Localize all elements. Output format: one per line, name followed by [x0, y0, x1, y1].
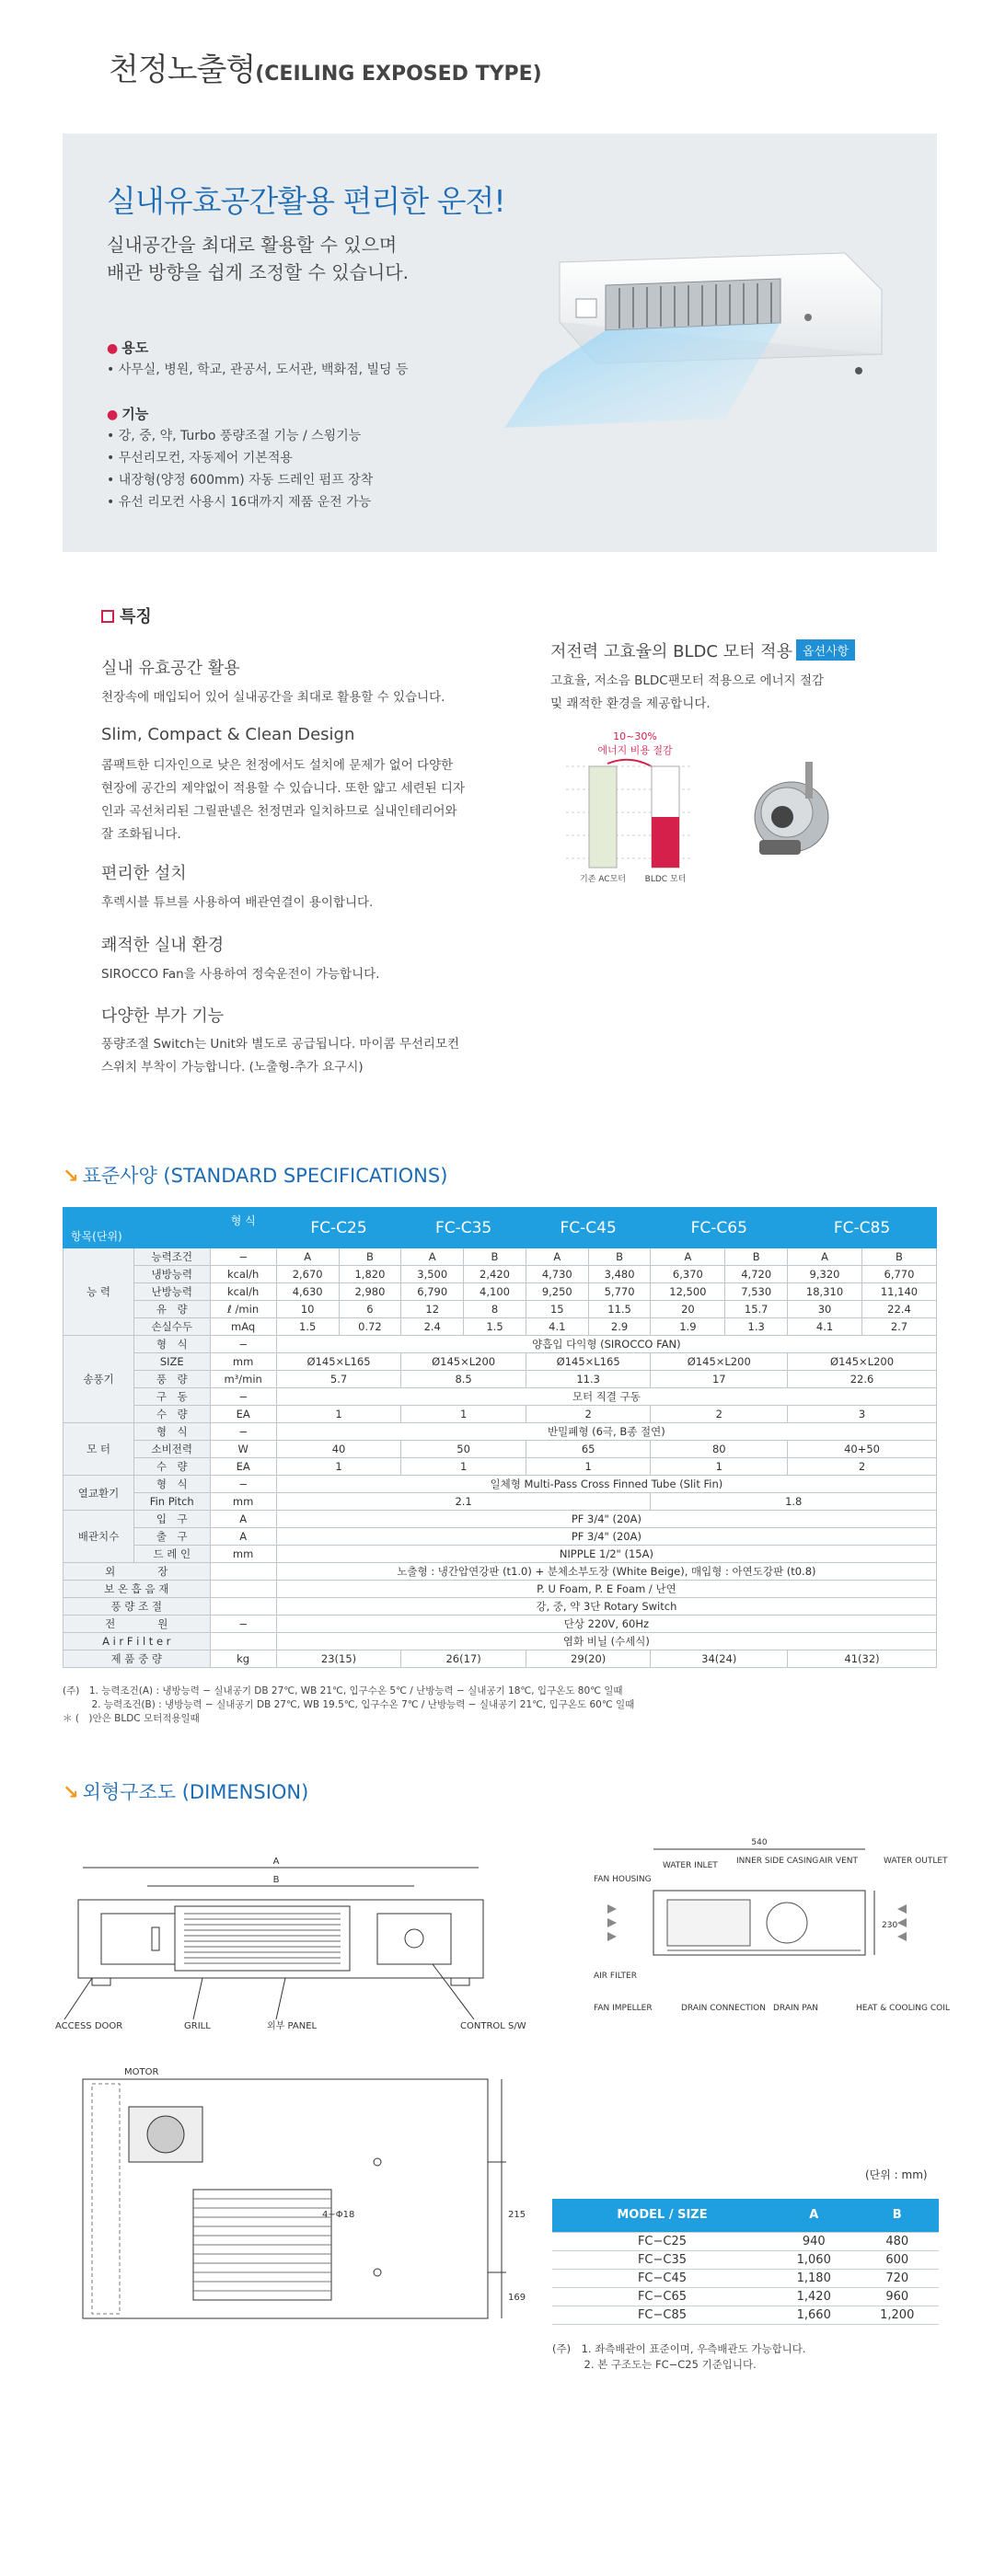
row-label: 풍 량 조 절 — [64, 1598, 211, 1616]
table-row — [64, 1423, 937, 1441]
table-row — [64, 1406, 937, 1423]
model-header: FC-C25 — [276, 1208, 401, 1248]
table-cell: P. U Foam, P. E Foam / 난연 — [276, 1581, 936, 1598]
table-cell: 2 — [526, 1406, 651, 1423]
table-cell: 41(32) — [788, 1650, 937, 1668]
spec-heading: ↘ 표준사양 (STANDARD SPECIFICATIONS) — [63, 1165, 448, 1187]
row-category: 송풍기 — [64, 1336, 134, 1423]
title-english: (CEILING EXPOSED TYPE) — [255, 63, 542, 86]
side-view-drawing — [589, 1831, 957, 2042]
table-cell: 4,730 — [526, 1266, 588, 1283]
table-cell: 7,530 — [725, 1283, 788, 1301]
function-item: • 강, 중, 약, Turbo 풍량조절 기능 / 스윙기능 — [107, 429, 362, 443]
hero-headline: 실내유효공간활용 편리한 운전! — [107, 183, 505, 219]
table-cell: NIPPLE 1/2" (15A) — [276, 1546, 936, 1563]
air-filter-label: AIR FILTER — [594, 1972, 637, 1981]
table-row — [64, 1441, 937, 1458]
table-cell: 10 — [276, 1301, 339, 1318]
row-label: 제 품 중 량 — [64, 1650, 211, 1668]
function-heading: ● 기능 — [107, 406, 149, 422]
table-row — [64, 1266, 937, 1283]
row-label: 드 레 인 — [134, 1546, 210, 1563]
bldc-text: 및 쾌적한 환경을 제공합니다. — [550, 696, 711, 711]
table-row — [64, 1458, 937, 1476]
model-header: FC-C85 — [788, 1208, 937, 1248]
model-header: FC-C65 — [651, 1208, 788, 1248]
table-row — [64, 1493, 937, 1511]
drain-pan-label: DRAIN PAN — [773, 2004, 818, 2013]
table-cell: 2,420 — [464, 1266, 526, 1283]
row-unit: kcal/h — [210, 1283, 276, 1301]
dim-table-col-b: B — [855, 2199, 939, 2232]
row-label: 전 원 — [64, 1616, 211, 1633]
table-cell: 29(20) — [526, 1650, 651, 1668]
row-unit: W — [210, 1441, 276, 1458]
table-cell: 15 — [526, 1301, 588, 1318]
feature-text: 풍량조절 Switch는 Unit와 별도로 공급됩니다. 마이콤 무선리모컨 — [101, 1037, 460, 1052]
table-cell: 4.1 — [526, 1318, 588, 1336]
feature-text: 콤팩트한 디자인으로 낮은 천정에서도 설치에 문제가 없어 다양한 — [101, 758, 454, 773]
table-cell: B — [339, 1248, 401, 1266]
feature-heading: 실내 유효공간 활용 — [101, 659, 240, 678]
table-row: FC−C85 1,660 1,200 — [552, 2306, 939, 2324]
hero-sub-line-1: 실내공간을 최대로 활용할 수 있으며 — [107, 234, 398, 256]
page-title — [109, 44, 542, 89]
table-cell: 6 — [339, 1301, 401, 1318]
drain-connection-label: DRAIN CONNECTION — [681, 2004, 766, 2013]
table-cell: 9,320 — [788, 1266, 862, 1283]
heat-coil-label: HEAT & COOLING COIL — [856, 2004, 950, 2013]
table-row — [64, 1388, 937, 1406]
dim-b-label: B — [272, 1875, 280, 1885]
row-label: 입 구 — [134, 1511, 210, 1528]
table-cell: 4,100 — [464, 1283, 526, 1301]
dim-a-label: A — [272, 1857, 280, 1867]
model-header: FC-C35 — [401, 1208, 526, 1248]
spec-note: 2. 능력조건(B) : 냉방능력 − 실내공기 DB 27℃, WB 19.5℃, 입구수온 7℃ / 난방능력 − 실내공기 21℃, 입구온도 60℃ 일때 — [63, 1699, 635, 1710]
row-unit: mm — [210, 1353, 276, 1371]
table-cell: 1.8 — [651, 1493, 937, 1511]
inner-side-casing-label: INNER SIDE CASING — [736, 1857, 819, 1866]
table-cell: 34(24) — [651, 1650, 788, 1668]
table-header-row — [64, 1208, 937, 1248]
row-unit: A — [210, 1528, 276, 1546]
row-category: 열교환기 — [64, 1476, 134, 1511]
table-cell: 3 — [788, 1406, 937, 1423]
table-cell: 1 — [526, 1458, 651, 1476]
table-cell: 12 — [401, 1301, 464, 1318]
savings-label: 에너지 비용 절감 — [597, 744, 673, 756]
table-cell: 8 — [464, 1301, 526, 1318]
table-cell: 26(17) — [401, 1650, 526, 1668]
table-row — [64, 1511, 937, 1528]
row-unit: mm — [210, 1546, 276, 1563]
bldc-savings-graphic — [552, 725, 939, 895]
table-row — [64, 1563, 937, 1581]
dimension-heading: ↘ 외형구조도 (DIMENSION) — [63, 1781, 309, 1803]
function-item: • 유선 리모컨 사용시 16대까지 제품 운전 가능 — [107, 495, 372, 510]
row-unit — [210, 1581, 276, 1598]
table-row — [64, 1650, 937, 1668]
bldc-text: 고효율, 저소음 BLDC팬모터 적용으로 에너지 절감 — [550, 673, 825, 688]
row-unit: kg — [210, 1650, 276, 1668]
motor-label: MOTOR — [124, 2067, 159, 2077]
table-cell: A — [401, 1248, 464, 1266]
table-cell: A — [788, 1248, 862, 1266]
table-row: FC−C45 1,180 720 — [552, 2269, 939, 2287]
row-label: 손실수두 — [134, 1318, 210, 1336]
table-cell: B — [464, 1248, 526, 1266]
table-cell: B — [725, 1248, 788, 1266]
bldc-heading: 저전력 고효율의 BLDC 모터 적용 옵션사항 — [550, 638, 855, 662]
panel-label: 외부 PANEL — [267, 2021, 318, 2031]
table-cell: B — [861, 1248, 936, 1266]
table-cell: Ø145×L165 — [276, 1353, 401, 1371]
row-label: Fin Pitch — [134, 1493, 210, 1511]
row-label: 수 량 — [134, 1406, 210, 1423]
table-cell: 1,820 — [339, 1266, 401, 1283]
plan-view-drawing — [74, 2061, 534, 2374]
row-label: 보 온 흡 음 재 — [64, 1581, 211, 1598]
grill-label: GRILL — [184, 2021, 211, 2031]
row-label: 구 동 — [134, 1388, 210, 1406]
spec-note: ＊ ( )안은 BLDC 모터적용일때 — [63, 1713, 200, 1724]
table-row: FC−C65 1,420 960 — [552, 2287, 939, 2306]
front-view-drawing — [55, 1849, 534, 2042]
table-cell: 20 — [651, 1301, 725, 1318]
feature-heading: 다양한 부가 기능 — [101, 1006, 225, 1026]
table-row — [64, 1633, 937, 1650]
feature-text: 후렉시블 튜브를 사용하여 배관연결이 용이합니다. — [101, 895, 374, 910]
table-row — [64, 1318, 937, 1336]
table-cell: 0.72 — [339, 1318, 401, 1336]
table-cell: 11,140 — [861, 1283, 936, 1301]
control-label: CONTROL S/W — [460, 2021, 526, 2031]
row-label: 유 량 — [134, 1301, 210, 1318]
table-cell: 12,500 — [651, 1283, 725, 1301]
table-row — [64, 1581, 937, 1598]
table-cell: 8.5 — [401, 1371, 526, 1388]
fan-housing-label: FAN HOUSING — [594, 1875, 652, 1884]
table-cell: 2.7 — [861, 1318, 936, 1336]
row-unit: m³/min — [210, 1371, 276, 1388]
table-cell: A — [526, 1248, 588, 1266]
table-cell: 2.1 — [276, 1493, 651, 1511]
table-cell: 11.3 — [526, 1371, 651, 1388]
table-cell: 6,370 — [651, 1266, 725, 1283]
table-cell: 50 — [401, 1441, 526, 1458]
table-row: FC−C35 1,060 600 — [552, 2250, 939, 2269]
table-cell: 17 — [651, 1371, 788, 1388]
unit-note: (단위 : mm) — [865, 2168, 928, 2181]
dim-169-label: 169 — [508, 2293, 526, 2303]
table-cell: B — [588, 1248, 651, 1266]
table-cell: 강, 중, 약 3단 Rotary Switch — [276, 1598, 936, 1616]
row-label: 난방능력 — [134, 1283, 210, 1301]
table-cell: PF 3/4" (20A) — [276, 1511, 936, 1528]
dim-table-col-a: A — [772, 2199, 856, 2232]
feature-heading: 쾌적한 실내 환경 — [101, 936, 225, 955]
table-row — [64, 1248, 937, 1266]
row-label: 냉방능력 — [134, 1266, 210, 1283]
table-cell: PF 3/4" (20A) — [276, 1528, 936, 1546]
table-cell: 1 — [276, 1406, 401, 1423]
dimension-table — [552, 2199, 939, 2325]
table-cell: 1.3 — [725, 1318, 788, 1336]
table-cell: 2,980 — [339, 1283, 401, 1301]
table-cell: 단상 220V, 60Hz — [276, 1616, 936, 1633]
row-unit — [210, 1598, 276, 1616]
water-outlet-label: WATER OUTLET — [884, 1857, 948, 1866]
bldc-motor-icon — [755, 762, 828, 855]
table-cell: 염화 비닐 (수세식) — [276, 1633, 936, 1650]
row-unit: − — [210, 1248, 276, 1266]
fan-impeller-label: FAN IMPELLER — [594, 2004, 653, 2013]
table-cell: 1 — [401, 1406, 526, 1423]
table-cell: 6,770 — [861, 1266, 936, 1283]
table-cell: 1 — [651, 1458, 788, 1476]
dimension-note: (주) 1. 좌측배관이 표준이며, 우측배관도 가능합니다. — [552, 2342, 806, 2355]
table-cell: 노출형 : 냉간압연강판 (t1.0) + 분체소부도장 (White Beige), 매입형 : 아연도강판 (t0.8) — [276, 1563, 936, 1581]
ac-motor-label: 기존 AC모터 — [580, 875, 626, 884]
spec-table — [63, 1207, 937, 1668]
feature-text: 스위치 부착이 가능합니다. (노출형-추가 요구시) — [101, 1060, 364, 1075]
table-row — [64, 1353, 937, 1371]
table-row — [64, 1616, 937, 1633]
table-cell: 22.4 — [861, 1301, 936, 1318]
table-row — [64, 1301, 937, 1318]
row-unit: kcal/h — [210, 1266, 276, 1283]
features-heading: 특징 — [101, 604, 152, 627]
spec-note: (주) 1. 능력조건(A) : 냉방능력 − 실내공기 DB 27℃, WB 21℃, 입구수온 5℃ / 난방능력 − 실내공기 18℃, 입구온도 80℃ 일때 — [63, 1685, 623, 1696]
feature-text: 천장속에 매입되어 있어 실내공간을 최대로 활용할 수 있습니다. — [101, 690, 445, 705]
row-category: 배관치수 — [64, 1511, 134, 1563]
table-row — [64, 1546, 937, 1563]
row-unit: EA — [210, 1458, 276, 1476]
row-label: 외 장 — [64, 1563, 211, 1581]
row-unit — [210, 1633, 276, 1650]
dim-215-label: 215 — [508, 2210, 526, 2220]
function-item: • 무선리모컨, 자동제어 기본적용 — [107, 451, 293, 466]
dim-230-label: 230 — [882, 1921, 898, 1930]
table-cell: 1.5 — [276, 1318, 339, 1336]
table-cell: 2 — [651, 1406, 788, 1423]
table-cell: 반밀폐형 (6극, B종 절연) — [276, 1423, 936, 1441]
row-unit: ℓ /min — [210, 1301, 276, 1318]
feature-text: 잘 조화됩니다. — [101, 827, 181, 842]
table-row — [64, 1371, 937, 1388]
table-cell: 1.5 — [464, 1318, 526, 1336]
dim-table-header: MODEL / SIZE — [552, 2199, 772, 2232]
table-cell: 23(15) — [276, 1650, 401, 1668]
table-cell: 4,720 — [725, 1266, 788, 1283]
table-cell: 40+50 — [788, 1441, 937, 1458]
row-label: 형 식 — [134, 1476, 210, 1493]
table-cell: 9,250 — [526, 1283, 588, 1301]
table-cell: 일체형 Multi-Pass Cross Finned Tube (Slit Fin) — [276, 1476, 936, 1493]
table-row — [64, 1283, 937, 1301]
table-cell: 4.1 — [788, 1318, 862, 1336]
bldc-motor-label: BLDC 모터 — [644, 875, 687, 884]
table-cell: Ø145×L200 — [651, 1353, 788, 1371]
access-door-label: ACCESS DOOR — [55, 2021, 123, 2031]
feature-text: 현장에 공간의 제약없이 적용할 수 있습니다. 또한 얇고 세련된 디자 — [101, 781, 466, 796]
table-cell: 5,770 — [588, 1283, 651, 1301]
ceiling-unit-illustration — [504, 235, 891, 428]
table-row — [64, 1528, 937, 1546]
row-unit — [210, 1563, 276, 1581]
row-label: 수 량 — [134, 1458, 210, 1476]
table-cell: 40 — [276, 1441, 401, 1458]
table-cell: 모터 직결 구동 — [276, 1388, 936, 1406]
row-unit: − — [210, 1423, 276, 1441]
row-label: 소비전력 — [134, 1441, 210, 1458]
row-unit: − — [210, 1336, 276, 1353]
table-row — [64, 1476, 937, 1493]
table-cell: 1 — [276, 1458, 401, 1476]
feature-text: SIROCCO Fan을 사용하여 정숙운전이 가능합니다. — [101, 967, 380, 982]
feature-heading: Slim, Compact & Clean Design — [101, 725, 355, 744]
dimension-note: 2. 본 구조도는 FC−C25 기준입니다. — [552, 2358, 757, 2371]
feature-heading: 편리한 설치 — [101, 864, 187, 883]
row-unit: A — [210, 1511, 276, 1528]
table-cell: A — [651, 1248, 725, 1266]
table-cell: 30 — [788, 1301, 862, 1318]
table-cell: 2,670 — [276, 1266, 339, 1283]
dim-540-label: 540 — [751, 1838, 768, 1847]
row-unit: − — [210, 1388, 276, 1406]
row-category: 능 력 — [64, 1248, 134, 1336]
table-row — [64, 1598, 937, 1616]
row-unit: − — [210, 1476, 276, 1493]
ac-motor-bar — [589, 766, 617, 868]
hero-panel — [63, 133, 937, 552]
row-label: 출 구 — [134, 1528, 210, 1546]
table-cell: Ø145×L200 — [788, 1353, 937, 1371]
hero-sub-line-2: 배관 방향을 쉽게 조정할 수 있습니다. — [107, 261, 409, 283]
row-label: 능력조건 — [134, 1248, 210, 1266]
hole-label: 4−Φ18 — [322, 2210, 355, 2220]
table-cell: 3,480 — [588, 1266, 651, 1283]
row-label: 형 식 — [134, 1336, 210, 1353]
table-row: FC−C25 940 480 — [552, 2232, 939, 2250]
row-label: A i r F i l t e r — [64, 1633, 211, 1650]
function-item: • 내장형(양정 600mm) 자동 드레인 펌프 장착 — [107, 473, 374, 488]
usage-item: • 사무실, 병원, 학교, 관공서, 도서관, 백화점, 빌딩 등 — [107, 362, 409, 377]
feature-text: 인과 곡선처리된 그릴판넬은 천정면과 일치하므로 실내인테리어와 — [101, 804, 457, 819]
row-unit: mm — [210, 1493, 276, 1511]
row-unit: EA — [210, 1406, 276, 1423]
table-cell: 18,310 — [788, 1283, 862, 1301]
table-cell: 15.7 — [725, 1301, 788, 1318]
table-cell: 2.9 — [588, 1318, 651, 1336]
table-cell: A — [276, 1248, 339, 1266]
savings-percent-label: 10~30% — [613, 730, 657, 742]
table-cell: 5.7 — [276, 1371, 401, 1388]
table-cell: 65 — [526, 1441, 651, 1458]
table-cell: 2.4 — [401, 1318, 464, 1336]
spec-header-type: 형 식 항목(단위) — [64, 1208, 277, 1248]
title-korean: 천정노출형 — [109, 52, 256, 88]
row-label: 풍 량 — [134, 1371, 210, 1388]
usage-heading: ● 용도 — [107, 339, 149, 356]
table-cell: 80 — [651, 1441, 788, 1458]
row-unit: − — [210, 1616, 276, 1633]
table-cell: 22.6 — [788, 1371, 937, 1388]
table-cell: 4,630 — [276, 1283, 339, 1301]
table-cell: 3,500 — [401, 1266, 464, 1283]
water-inlet-label: WATER INLET — [663, 1861, 718, 1870]
row-label: 형 식 — [134, 1423, 210, 1441]
row-label: SIZE — [134, 1353, 210, 1371]
table-cell: 양흡입 다익형 (SIROCCO FAN) — [276, 1336, 936, 1353]
model-header: FC-C45 — [526, 1208, 651, 1248]
table-cell: 1.9 — [651, 1318, 725, 1336]
table-cell: 1 — [401, 1458, 526, 1476]
bldc-motor-bar — [652, 817, 679, 868]
table-cell: Ø145×L200 — [401, 1353, 526, 1371]
option-badge: 옵션사항 — [796, 639, 855, 661]
table-cell: 6,790 — [401, 1283, 464, 1301]
table-cell: 11.5 — [588, 1301, 651, 1318]
table-cell: Ø145×L165 — [526, 1353, 651, 1371]
row-category: 모 터 — [64, 1423, 134, 1476]
air-vent-label: AIR VENT — [819, 1857, 858, 1866]
table-cell: 2 — [788, 1458, 937, 1476]
table-row — [64, 1336, 937, 1353]
row-unit: mAq — [210, 1318, 276, 1336]
